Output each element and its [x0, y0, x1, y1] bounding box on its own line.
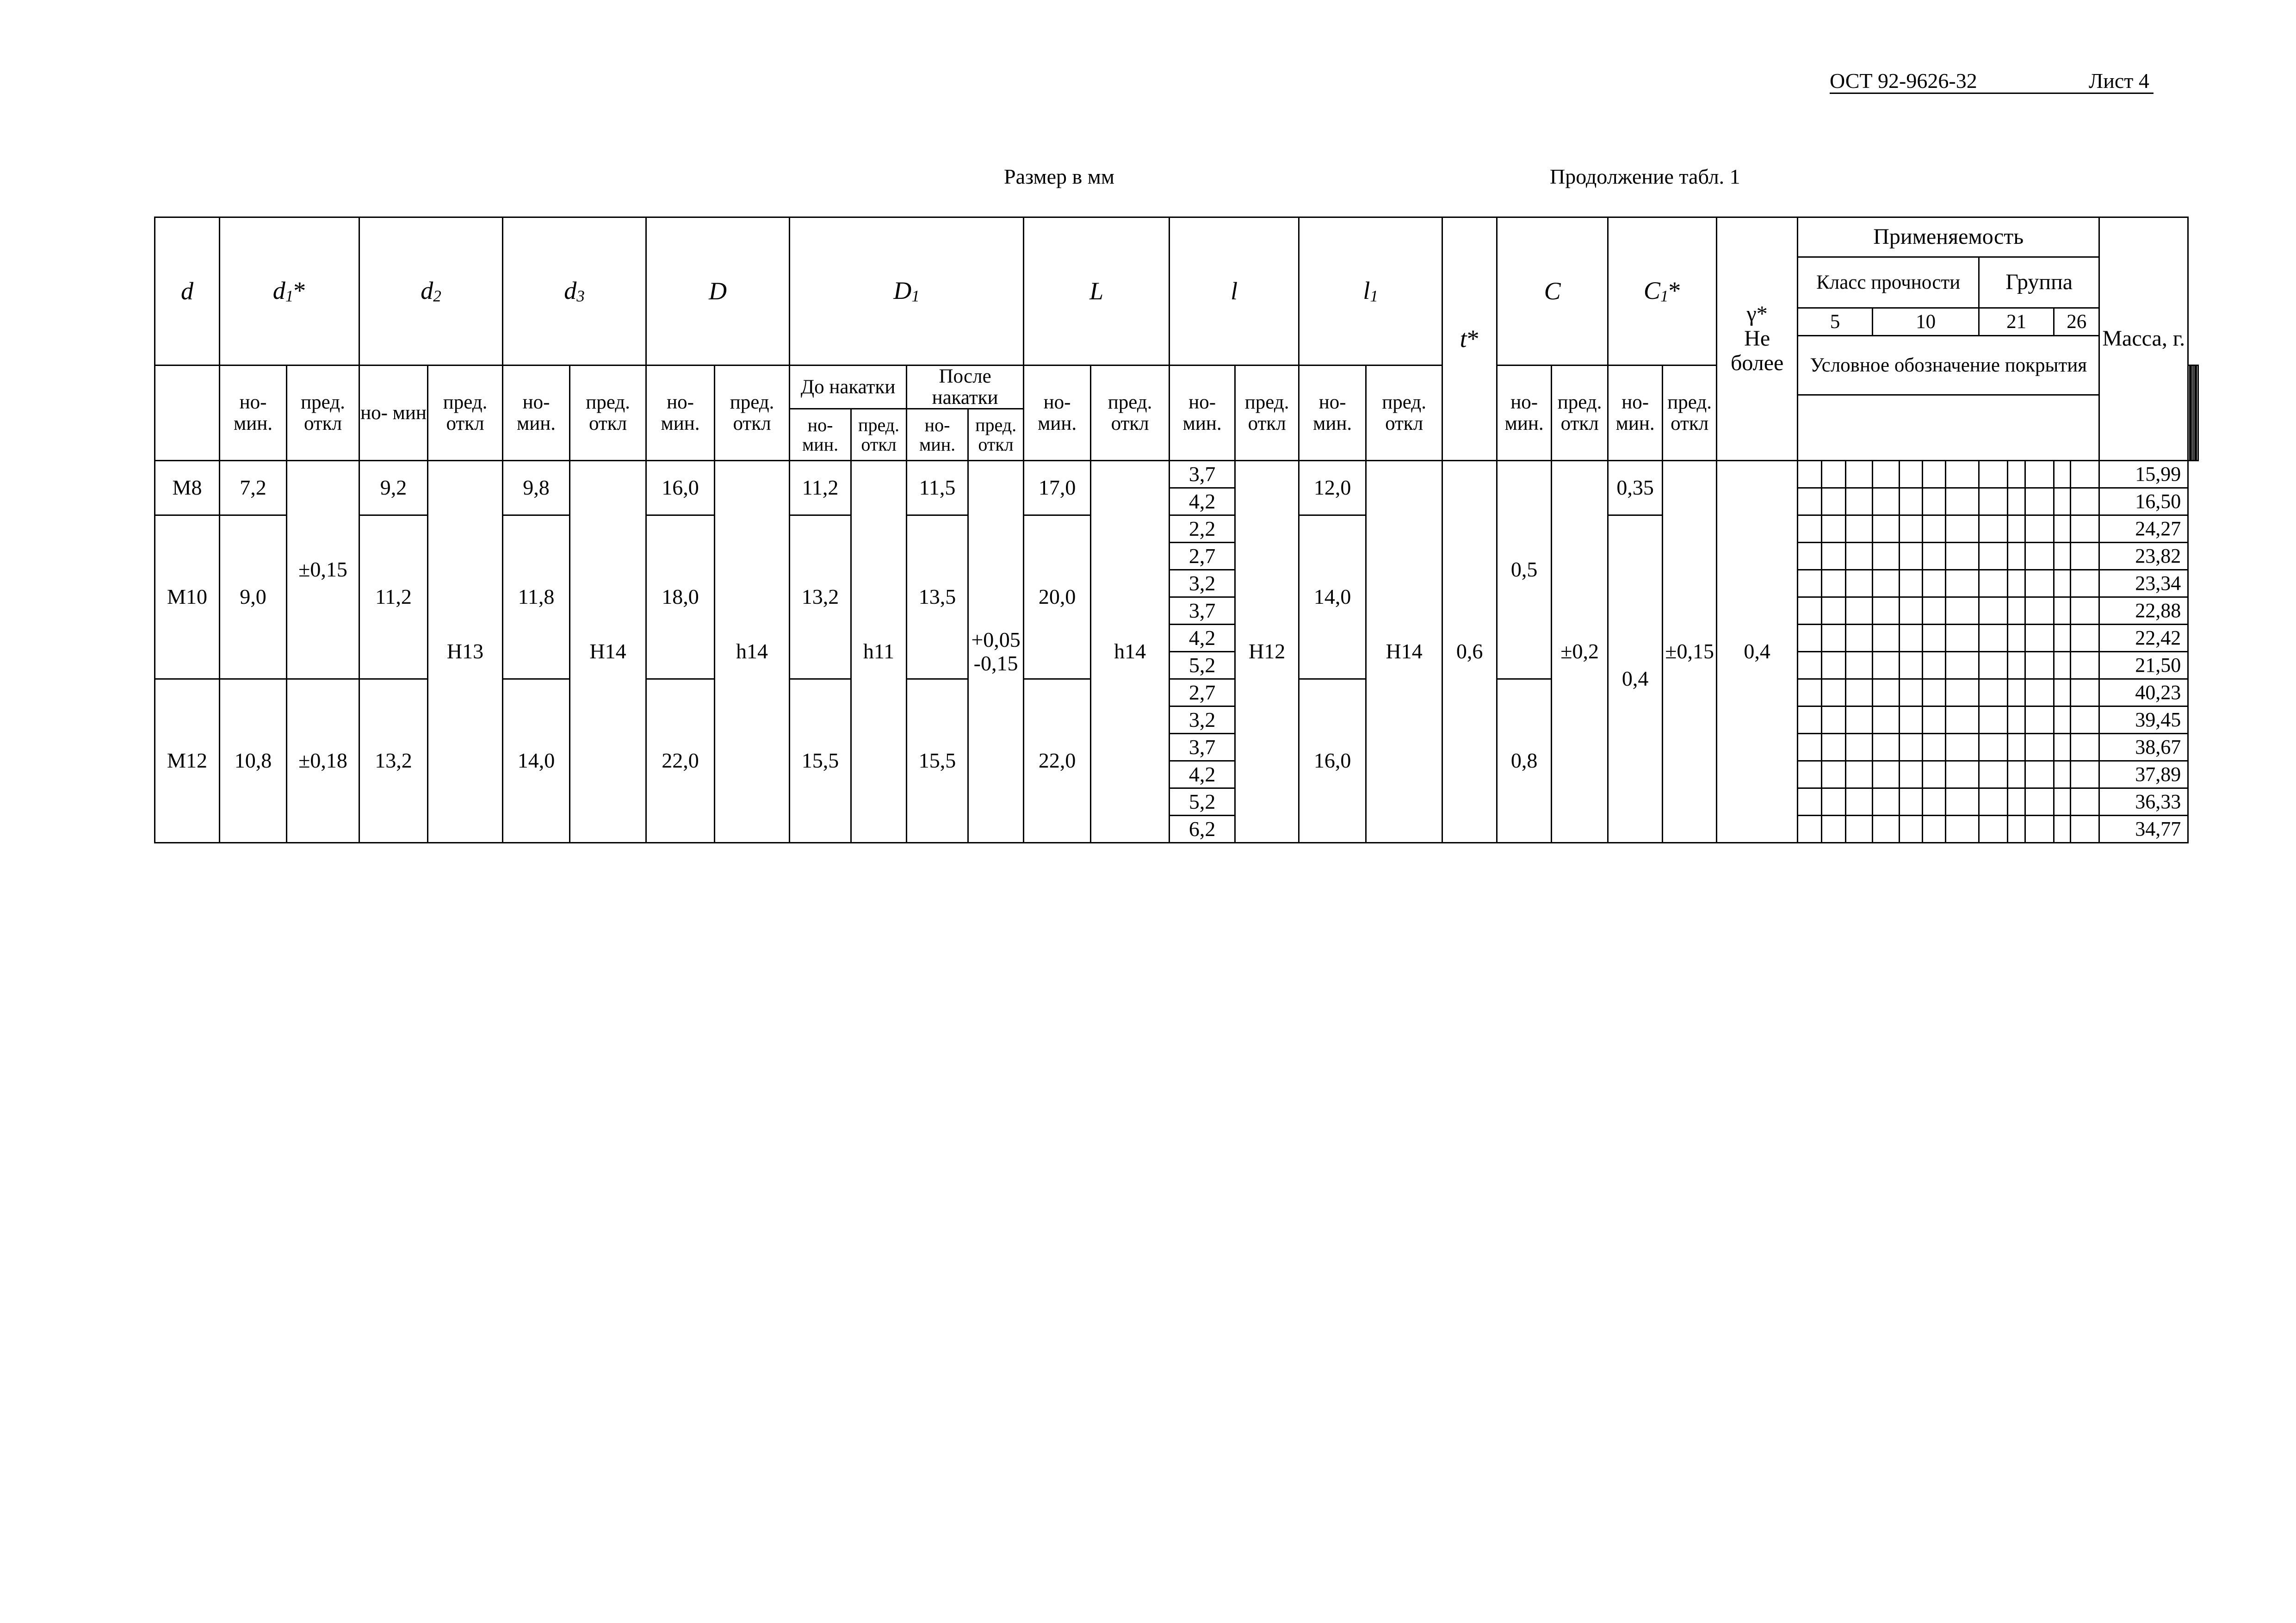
header-d3: $d_3$ — [503, 217, 646, 365]
cell-l-value: 3,7 — [1170, 597, 1235, 625]
grid-cell — [1822, 570, 1846, 597]
grid-cell — [1900, 461, 1923, 488]
grid-cell — [1822, 761, 1846, 788]
cell-d3-m12: 14,0 — [503, 679, 570, 843]
grid-cell — [2008, 706, 2025, 734]
grid-cell — [1900, 625, 1923, 652]
header-C1: $C_1*$ — [1608, 217, 1717, 365]
header-l1: $l_1$ — [1299, 217, 1442, 365]
header-C1-nominal: но- мин. — [1608, 365, 1663, 461]
grid-cell — [1923, 461, 1946, 488]
cell-C-m12: 0,8 — [1497, 679, 1552, 843]
grid-cell — [1822, 734, 1846, 761]
units-note: Размер в мм — [1004, 165, 1114, 188]
cell-mass: 23,34 — [2099, 570, 2188, 597]
grid-cell — [1900, 816, 1923, 843]
cell-d1-m10: 9,0 — [220, 515, 287, 679]
document-code: ОСТ 92-9626-32 — [1830, 69, 1977, 93]
cell-d1-tolerance-m8-m10: ±0,15 — [287, 461, 359, 679]
cell-D1-after-m8: 11,5 — [907, 461, 968, 515]
cell-l-value: 4,2 — [1170, 761, 1235, 788]
cell-l1-m12: 16,0 — [1299, 679, 1366, 843]
grid-cell — [2008, 761, 2025, 788]
grid-cell — [1946, 488, 1979, 515]
grid-cell — [1822, 679, 1846, 706]
grid-cell — [1846, 706, 1873, 734]
grid-cell — [2008, 734, 2025, 761]
grid-cell — [1923, 652, 1946, 679]
cell-L-m12: 22,0 — [1024, 679, 1091, 843]
header-d-lower — [155, 365, 220, 461]
grid-cell — [1979, 734, 2008, 761]
header-C-tolerance: пред. откл — [1552, 365, 1608, 461]
grid-cell — [2071, 461, 2099, 488]
grid-cell — [1946, 734, 1979, 761]
grid-cell — [1979, 652, 2008, 679]
cell-l-value: 4,2 — [1170, 488, 1235, 515]
grid-cell — [1900, 543, 1923, 570]
grid-cell — [2054, 488, 2071, 515]
grid-cell — [2071, 515, 2099, 543]
grid-cell — [2054, 652, 2071, 679]
grid-cell — [1900, 570, 1923, 597]
grid-cell — [1822, 652, 1846, 679]
grid-cell — [1946, 543, 1979, 570]
cell-C-m8-m10: 0,5 — [1497, 461, 1552, 679]
header-D1-after: После накатки — [907, 365, 1024, 409]
grid-cell — [2008, 816, 2025, 843]
grid-cell — [1798, 788, 1822, 816]
grid-cell — [1923, 625, 1946, 652]
header-L: L — [1024, 217, 1170, 365]
grid-cell — [1798, 625, 1822, 652]
grid-cell — [2054, 761, 2071, 788]
grid-cell — [1873, 761, 1900, 788]
grid-cell — [1798, 488, 1822, 515]
cell-mass: 22,42 — [2099, 625, 2188, 652]
grid-cell — [2054, 461, 2071, 488]
grid-cell — [1900, 679, 1923, 706]
grid-cell — [1822, 515, 1846, 543]
cell-l-value: 3,2 — [1170, 570, 1235, 597]
header-l1-tolerance: пред. откл — [1366, 365, 1442, 461]
grid-cell — [2054, 515, 2071, 543]
grid-cell — [2008, 679, 2025, 706]
grid-cell — [1900, 652, 1923, 679]
grid-cell — [1946, 816, 1979, 843]
cell-l-value: 3,7 — [1170, 734, 1235, 761]
grid-cell — [2054, 570, 2071, 597]
cell-mass: 36,33 — [2099, 788, 2188, 816]
grid-cell — [1822, 788, 1846, 816]
header-D1-before-tolerance: пред. откл — [851, 409, 907, 461]
grid-cell — [2025, 488, 2054, 515]
table-continuation-note: Продолжение табл. 1 — [1550, 165, 1740, 188]
grid-cell — [2071, 597, 2099, 625]
grid-cell — [1798, 543, 1822, 570]
grid-cell — [1873, 816, 1900, 843]
grid-cell — [2071, 652, 2099, 679]
grid-cell — [1923, 734, 1946, 761]
header-applicability: Применяемость — [1798, 217, 2099, 257]
grid-cell — [1979, 625, 2008, 652]
grid-cell — [1873, 488, 1900, 515]
cell-l-value: 3,7 — [1170, 461, 1235, 488]
grid-cell — [1822, 625, 1846, 652]
grid-cell — [1979, 788, 2008, 816]
cell-l-value: 2,7 — [1170, 543, 1235, 570]
grid-cell — [2071, 570, 2099, 597]
grid-cell — [2071, 543, 2099, 570]
grid-cell — [2008, 597, 2025, 625]
header-class-10: 10 — [1873, 308, 1979, 336]
grid-cell — [1873, 679, 1900, 706]
grid-cell — [1873, 597, 1900, 625]
grid-cell — [2054, 543, 2071, 570]
cell-d3-m8: 9,8 — [503, 461, 570, 515]
cell-d2-m12: 13,2 — [359, 679, 428, 843]
header-D1: $D_1$ — [790, 217, 1024, 365]
header-C-nominal: но- мин. — [1497, 365, 1552, 461]
grid-cell — [1846, 597, 1873, 625]
header-coating: Условное обозначение покрытия — [1798, 336, 2099, 395]
grid-cell — [2071, 488, 2099, 515]
header-gamma: γ* Не более — [1717, 217, 1798, 461]
grid-cell — [1798, 461, 1822, 488]
cell-C1-m8: 0,35 — [1608, 461, 1663, 515]
grid-cell — [1846, 570, 1873, 597]
cell-l1-m10: 14,0 — [1299, 515, 1366, 679]
header-d2-tolerance: пред. откл — [428, 365, 503, 461]
header-l: l — [1170, 217, 1299, 365]
cell-D-m8: 16,0 — [646, 461, 715, 515]
header-D1-before-nominal: но- мин. — [790, 409, 851, 461]
grid-cell — [2025, 597, 2054, 625]
grid-cell — [2054, 706, 2071, 734]
grid-cell — [1873, 543, 1900, 570]
grid-cell — [2008, 515, 2025, 543]
cell-mass: 21,50 — [2099, 652, 2188, 679]
grid-cell — [1798, 761, 1822, 788]
header-mass: Масса, г. — [2099, 217, 2188, 461]
cell-d2-m8: 9,2 — [359, 461, 428, 515]
cell-D1-before-tolerance: h11 — [851, 461, 907, 843]
grid-cell — [1822, 488, 1846, 515]
grid-cell — [1873, 461, 1900, 488]
header-d2: $d_2$ — [359, 217, 503, 365]
grid-cell — [1923, 597, 1946, 625]
grid-cell — [1873, 570, 1900, 597]
cell-D1-before-m8: 11,2 — [790, 461, 851, 515]
cell-mass: 40,23 — [2099, 679, 2188, 706]
grid-cell — [1979, 761, 2008, 788]
cell-l1-m8: 12,0 — [1299, 461, 1366, 515]
cell-d1-m8: 7,2 — [220, 461, 287, 515]
header-C: C — [1497, 217, 1608, 365]
grid-cell — [1979, 570, 2008, 597]
header-D1-after-nominal: но- мин. — [907, 409, 968, 461]
grid-cell — [1873, 652, 1900, 679]
cell-L-tolerance: h14 — [1091, 461, 1170, 843]
grid-cell — [1923, 488, 1946, 515]
grid-cell — [1923, 543, 1946, 570]
grid-cell — [1900, 597, 1923, 625]
header-D: D — [646, 217, 790, 365]
cell-l-value: 2,7 — [1170, 679, 1235, 706]
grid-cell — [2025, 625, 2054, 652]
grid-cell — [1798, 597, 1822, 625]
header-L-nominal: но- мин. — [1024, 365, 1091, 461]
grid-cell — [2025, 788, 2054, 816]
header-D-tolerance: пред. откл — [715, 365, 790, 461]
grid-cell — [1979, 461, 2008, 488]
header-coating-11-b — [2197, 365, 2198, 461]
header-l-nominal: но- мин. — [1170, 365, 1235, 461]
grid-cell — [1979, 515, 2008, 543]
cell-mass: 39,45 — [2099, 706, 2188, 734]
grid-cell — [1822, 597, 1846, 625]
grid-cell — [1798, 816, 1822, 843]
header-D1-before: До накатки — [790, 365, 907, 409]
grid-cell — [1822, 461, 1846, 488]
cell-d1-tolerance-m12: ±0,18 — [287, 679, 359, 843]
grid-cell — [2025, 461, 2054, 488]
grid-cell — [1822, 816, 1846, 843]
cell-mass: 38,67 — [2099, 734, 2188, 761]
cell-d-m12: М12 — [155, 679, 220, 843]
grid-cell — [2008, 570, 2025, 597]
grid-cell — [2008, 788, 2025, 816]
grid-cell — [2008, 625, 2025, 652]
grid-cell — [2054, 816, 2071, 843]
grid-cell — [2071, 679, 2099, 706]
grid-cell — [1873, 515, 1900, 543]
header-strength-class: Класс прочности — [1798, 257, 1979, 308]
header-class-5: 5 — [1798, 308, 1873, 336]
grid-cell — [2008, 488, 2025, 515]
grid-cell — [1846, 543, 1873, 570]
grid-cell — [1923, 788, 1946, 816]
grid-cell — [1846, 515, 1873, 543]
cell-l-value: 3,2 — [1170, 706, 1235, 734]
grid-cell — [2071, 816, 2099, 843]
grid-cell — [1946, 761, 1979, 788]
grid-cell — [1923, 761, 1946, 788]
cell-mass: 34,77 — [2099, 816, 2188, 843]
grid-cell — [2008, 652, 2025, 679]
grid-cell — [2008, 461, 2025, 488]
grid-cell — [1923, 570, 1946, 597]
cell-C1-tolerance: ±0,15 — [1663, 461, 1717, 843]
grid-cell — [1846, 625, 1873, 652]
cell-D1-before-m10: 13,2 — [790, 515, 851, 679]
cell-C-tolerance: ±0,2 — [1552, 461, 1608, 843]
grid-cell — [1900, 734, 1923, 761]
cell-mass: 22,88 — [2099, 597, 2188, 625]
grid-cell — [1946, 570, 1979, 597]
cell-l-value: 6,2 — [1170, 816, 1235, 843]
grid-cell — [1923, 816, 1946, 843]
cell-mass: 23,82 — [2099, 543, 2188, 570]
grid-cell — [1900, 761, 1923, 788]
grid-cell — [1873, 788, 1900, 816]
grid-cell — [2054, 734, 2071, 761]
cell-mass: 16,50 — [2099, 488, 2188, 515]
grid-cell — [1846, 788, 1873, 816]
grid-cell — [1946, 597, 1979, 625]
grid-cell — [1846, 816, 1873, 843]
cell-t-value: 0,6 — [1442, 461, 1497, 843]
grid-cell — [1798, 706, 1822, 734]
cell-d-m8: М8 — [155, 461, 220, 515]
grid-cell — [1873, 734, 1900, 761]
header-d1-tolerance: пред. откл — [287, 365, 359, 461]
cell-d3-m10: 11,8 — [503, 515, 570, 679]
cell-C1-m10-m12: 0,4 — [1608, 515, 1663, 843]
grid-cell — [1923, 706, 1946, 734]
grid-cell — [2025, 706, 2054, 734]
grid-cell — [1979, 597, 2008, 625]
header-d: d — [155, 217, 220, 365]
grid-cell — [2071, 734, 2099, 761]
grid-cell — [2071, 706, 2099, 734]
grid-cell — [1900, 515, 1923, 543]
cell-L-m10: 20,0 — [1024, 515, 1091, 679]
cell-D1-after-tolerance: +0,05 -0,15 — [968, 461, 1024, 843]
grid-cell — [2054, 679, 2071, 706]
grid-cell — [2025, 816, 2054, 843]
grid-cell — [1822, 543, 1846, 570]
header-l-tolerance: пред. откл — [1235, 365, 1299, 461]
grid-cell — [2025, 543, 2054, 570]
cell-l-value: 5,2 — [1170, 788, 1235, 816]
cell-mass: 24,27 — [2099, 515, 2188, 543]
grid-cell — [1979, 488, 2008, 515]
grid-cell — [2025, 570, 2054, 597]
grid-cell — [2025, 515, 2054, 543]
grid-cell — [1846, 652, 1873, 679]
grid-cell — [2054, 597, 2071, 625]
grid-cell — [1946, 625, 1979, 652]
grid-cell — [2025, 679, 2054, 706]
cell-d-m10: М10 — [155, 515, 220, 679]
grid-cell — [2025, 761, 2054, 788]
cell-d3-tolerance: Н14 — [570, 461, 646, 843]
cell-D-m12: 22,0 — [646, 679, 715, 843]
grid-cell — [2025, 734, 2054, 761]
header-d1: $d_1*$ — [220, 217, 359, 365]
header-group-26: 26 — [2054, 308, 2099, 336]
cell-D1-before-m12: 15,5 — [790, 679, 851, 843]
header-underline — [1830, 93, 2154, 94]
header-d3-nominal: но- мин. — [503, 365, 570, 461]
header-L-tolerance: пред. откл — [1091, 365, 1170, 461]
cell-d2-tolerance: Н13 — [428, 461, 503, 843]
cell-D1-after-m12: 15,5 — [907, 679, 968, 843]
grid-cell — [1846, 679, 1873, 706]
header-d3-tolerance: пред. откл — [570, 365, 646, 461]
grid-cell — [1798, 515, 1822, 543]
header-d2-nominal: но- мин — [359, 365, 428, 461]
grid-cell — [2025, 652, 2054, 679]
grid-cell — [1979, 816, 2008, 843]
grid-cell — [2071, 761, 2099, 788]
grid-cell — [2071, 625, 2099, 652]
grid-cell — [1822, 706, 1846, 734]
grid-cell — [1946, 788, 1979, 816]
grid-cell — [1846, 461, 1873, 488]
cell-D-m10: 18,0 — [646, 515, 715, 679]
cell-l1-tolerance: Н14 — [1366, 461, 1442, 843]
grid-cell — [2008, 543, 2025, 570]
grid-cell — [1946, 706, 1979, 734]
grid-cell — [1946, 461, 1979, 488]
header-d1-nominal: но- мин. — [220, 365, 287, 461]
grid-cell — [1798, 652, 1822, 679]
header-D-nominal: но- мин. — [646, 365, 715, 461]
header-group-21: 21 — [1979, 308, 2054, 336]
grid-cell — [1900, 488, 1923, 515]
cell-gamma-value: 0,4 — [1717, 461, 1798, 843]
grid-cell — [1846, 734, 1873, 761]
header-l1-nominal: но- мин. — [1299, 365, 1366, 461]
grid-cell — [1946, 652, 1979, 679]
cell-d2-m10: 11,2 — [359, 515, 428, 679]
grid-cell — [1900, 706, 1923, 734]
grid-cell — [1923, 515, 1946, 543]
cell-mass: 37,89 — [2099, 761, 2188, 788]
header-D1-after-tolerance: пред. откл — [968, 409, 1024, 461]
sheet-number: Лист 4 — [2089, 69, 2149, 93]
cell-l-value: 2,2 — [1170, 515, 1235, 543]
cell-l-value: 4,2 — [1170, 625, 1235, 652]
dimensions-table — [154, 217, 2199, 843]
grid-cell — [1873, 625, 1900, 652]
grid-cell — [1873, 706, 1900, 734]
grid-cell — [1846, 488, 1873, 515]
grid-cell — [1923, 679, 1946, 706]
grid-cell — [1798, 734, 1822, 761]
grid-cell — [1979, 679, 2008, 706]
grid-cell — [1946, 515, 1979, 543]
grid-cell — [1900, 788, 1923, 816]
grid-cell — [2054, 788, 2071, 816]
grid-cell — [1846, 761, 1873, 788]
cell-D1-after-m10: 13,5 — [907, 515, 968, 679]
cell-l-value: 5,2 — [1170, 652, 1235, 679]
cell-d1-m12: 10,8 — [220, 679, 287, 843]
grid-cell — [1798, 570, 1822, 597]
header-group: Группа — [1979, 257, 2099, 308]
grid-cell — [2071, 788, 2099, 816]
grid-cell — [1979, 706, 2008, 734]
cell-L-m8: 17,0 — [1024, 461, 1091, 515]
cell-mass: 15,99 — [2099, 461, 2188, 488]
cell-D-tolerance: h14 — [715, 461, 790, 843]
header-t: t* — [1442, 217, 1497, 461]
grid-cell — [1979, 543, 2008, 570]
grid-cell — [2054, 625, 2071, 652]
grid-cell — [1946, 679, 1979, 706]
cell-l-tolerance: Н12 — [1235, 461, 1299, 843]
header-C1-tolerance: пред. откл — [1663, 365, 1717, 461]
grid-cell — [1798, 679, 1822, 706]
